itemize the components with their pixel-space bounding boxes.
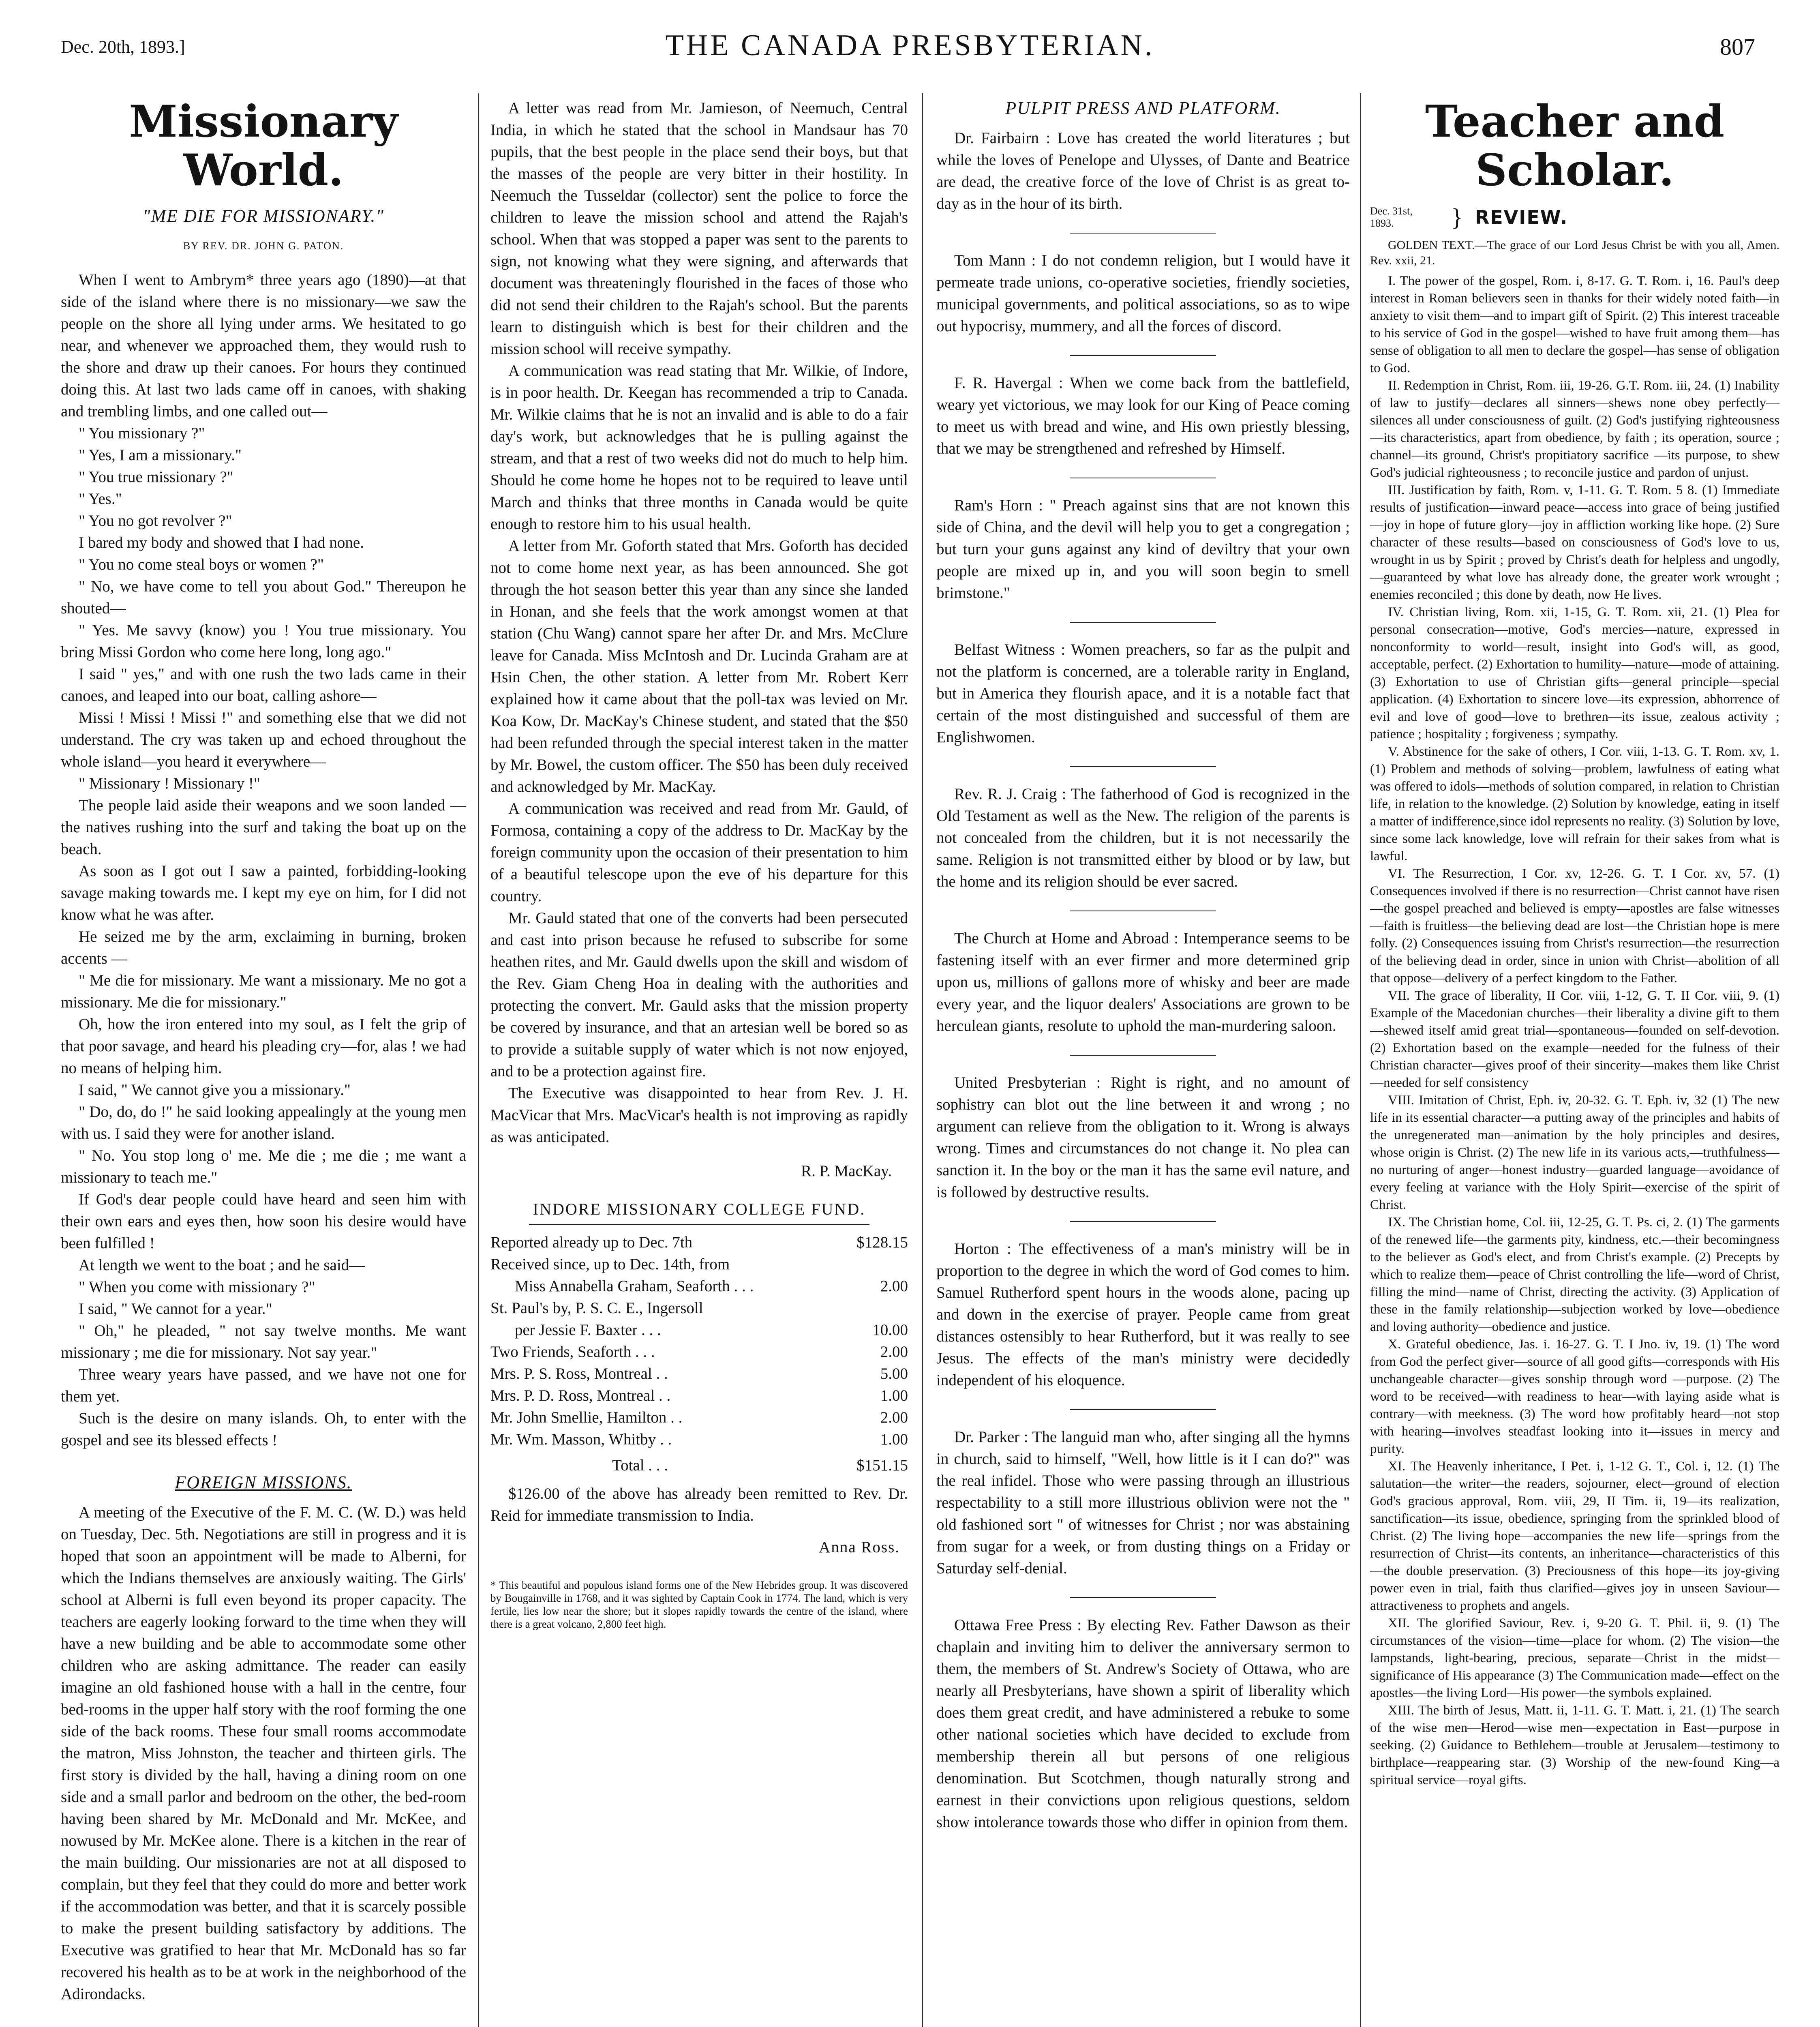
pulpit-quotes	[936, 127, 1350, 1833]
paragraph: Missi ! Missi ! Missi !" and something else that we did not understand. The cry was taken up and echoed throughout the whole island—you heard it everywhere—	[61, 709, 466, 770]
fund-row-label: Mrs. P. D. Ross, Montreal . .	[490, 1387, 671, 1404]
paragraph: " You no come steal boys or women ?"	[79, 556, 324, 573]
pulpit-quote: Dr. Fairbairn : Love has created the world literatures ; but while the loves of Penelope and Ulysses, of Dante and Beatrice are dead, the creative force of the love of Christ is as great to-day as in the hour of its birth.	[936, 129, 1350, 212]
paragraph: When I went to Ambrym* three years ago (1890)—at that side of the island where there is no missionary—we saw the people on the shore all lying under arms. We hesitated to go near, and whenever we approached them, they would rush to the shore and draw up their canoes. For hours they continued doing this. At last two lads came off in canoes, with shaking and trembling limbs, and one called out—	[61, 271, 466, 420]
paragraph: I said, " We cannot for a year."	[79, 1300, 272, 1318]
fund-row-label: St. Paul's by, P. S. C. E., Ingersoll	[490, 1299, 703, 1317]
review-item: VI. The Resurrection, I Cor. xv, 12-26. G. T. I Cor. xv, 57. (1) Consequences involved if there is no resurrection—Christ cannot have risen—the gospel preached and believed is empty—apostles are false witnesses—faith is fruitless—the believing dead are lost—the Christian hope is mere folly. (2) Consequences issuing from Christ's resurrection—the resurrection of the believing dead in order, since in union with Christ—abolition of all that oppose—delivery of a perfect kingdom to the Father.	[1370, 866, 1779, 986]
fund-total-row	[490, 1455, 908, 1476]
fund-row-amount: $128.15	[856, 1234, 908, 1251]
section-header-teacher: Teacher and Scholar.	[1425, 97, 1725, 196]
paragraph: At length we went to the boat ; and he said—	[79, 1256, 365, 1274]
footnote: * This beautiful and populous island forms one of the New Hebrides group. It was discovered by Bougainville in 1768, and it was sighted by Captain Cook in 1774. The land, which is very fertile, lies low near the shore; but it slopes rapidly towards the centre of the island, where there is a great volcano, 2,800 feet high.	[490, 1579, 908, 1630]
masthead	[0, 0, 1820, 69]
paragraph: " Yes, I am a missionary."	[79, 446, 242, 464]
paragraph: " Do, do, do !" he said looking appealingly at the young men with us. I said they were for another island.	[61, 1103, 466, 1142]
issue-date: Dec. 20th, 1893.]	[61, 37, 185, 57]
paragraph: " You no got revolver ?"	[79, 512, 232, 529]
fund-note: $126.00 of the above has already been remitted to Rev. Dr. Reid for immediate transmission to India.	[490, 1485, 908, 1524]
divider	[1070, 766, 1216, 767]
paragraph: " No, we have come to tell you about God." Thereupon he shouted—	[61, 578, 466, 617]
review-item: IX. The Christian home, Col. iii, 12-25, G. T. Ps. ci, 2. (1) The garments of the renewed life—the garments pity, kindness, etc.—their becomingness to the believer as God's elect, and from Christ's example. (2) Precepts by which to realize them—peace of Christ controlling the life—word of Christ, filling the mind—name of Christ, directing the activity. (3) Application of these in the family relationship—subjection worked by love—obedience and loving authority—obedience and justice.	[1370, 1215, 1779, 1334]
fund-row	[490, 1319, 908, 1341]
fund-row-amount: 2.00	[880, 1409, 908, 1426]
fund-row	[490, 1407, 908, 1429]
pulpit-quote: Ottawa Free Press : By electing Rev. Father Dawson as their chaplain and inviting him to deliver the anniversary sermon to them, the members of St. Andrew's Society of Ottawa, who are nearly all Presbyterians, have shown a spirit of liberality which does them great credit, and have administered a rebuke to some other national societies which have decided to exclude from membership therein all but persons of one religious denomination. But Scotchmen, though naturally strong and earnest in their convictions upon religious questions, seldom show intolerance towards those who differ in opinion from them.	[936, 1616, 1350, 1831]
paragraph: " You missionary ?"	[79, 424, 205, 442]
review-item: II. Redemption in Christ, Rom. iii, 19-26. G.T. Rom. iii, 24. (1) Inability of law to justify—declares all sinners—shews none obey perfectly—silences all under consciousness of guilt. (2) God's justifying righteousness—its characteristics, apart from obedience, by faith ; its operation, source ; channel—its ground, Christ's propitiatory sacrifice —its purpose, to shew God's judicial righteousness ; to reconcile justice and pardon of unjust.	[1370, 378, 1779, 480]
paragraph: Mr. Gauld stated that one of the converts had been persecuted and cast into prison because he refused to subscribe for some heathen rites, and Mr. Gauld dwells upon the skill and wisdom of the Rev. Giam Cheng Hoa in dealing with the authorities and protecting the convert. Mr. Gauld asks that the mission property be covered by insurance, and that an artesian well be bored so as to provide a suitable supply of water which is not now enjoyed, and to be a protection against fire.	[490, 909, 908, 1080]
divider	[1070, 622, 1216, 623]
fund-row-label: Mr. John Smellie, Hamilton . .	[490, 1409, 683, 1426]
fund-row-amount: 2.00	[880, 1277, 908, 1295]
paragraph: He seized me by the arm, exclaiming in burning, broken accents —	[61, 928, 466, 967]
review-item: XIII. The birth of Jesus, Matt. ii, 1-11. G. T. Matt. i, 21. (1) The search of the wise men—Herod—wise men—expectation in East—purpose in seeking. (2) Guidance to Bethlehem—trouble at Jerusalem—testimony to birthplace—reappearing star. (3) Worship of the new-found King—a spiritual service—royal gifts.	[1370, 1703, 1779, 1787]
review-item: X. Grateful obedience, Jas. i. 16-27. G. T. I Jno. iv, 19. (1) The word from God the perfect giver—source of all good gifts—corresponds with His unchangeable character—gives sonship through word —purpose. (2) The word to be received—with readiness to hear—with laying aside what is contrary—with meekness. (3) The word how profitably heard—not stop with hearing—involves steadfast looking into it—issues in mercy and purity.	[1370, 1337, 1779, 1456]
paragraph: As soon as I got out I saw a painted, forbidding-looking savage making towards me. I kept my eye on him, for I did not know what he was after.	[61, 862, 466, 924]
fund-row	[490, 1232, 908, 1253]
pulpit-quote: United Presbyterian : Right is right, and no amount of sophistry can blot out the line between it and wrong ; no argument can relieve from the obligation to it. Wrong is always wrong. Times and circumstances do not change it. No plea can sanction it. In the boy or the man it has the same evil nature, and is followed by destructive results.	[936, 1074, 1350, 1201]
signature: R. P. MacKay.	[801, 1162, 892, 1180]
golden-text: GOLDEN TEXT.—The grace of our Lord Jesus Christ be with you all, Amen. Rev. xxii, 21.	[1370, 238, 1779, 267]
paragraph: " No. You stop long o' me. Me die ; me die ; me want a missionary to teach me."	[61, 1147, 466, 1186]
fund-row	[490, 1429, 908, 1451]
column-4	[1370, 97, 1779, 2027]
fund-row-label: Two Friends, Seaforth . . .	[490, 1343, 655, 1361]
fund-row-amount: 5.00	[880, 1365, 908, 1382]
page-number: 807	[1720, 34, 1755, 60]
byline: BY REV. DR. JOHN G. PATON.	[183, 240, 344, 252]
fund-total-amount: $151.15	[856, 1457, 908, 1474]
review-heading	[1370, 205, 1779, 229]
fund-row-label: Mr. Wm. Masson, Whitby . .	[490, 1431, 672, 1448]
fund-row-amount: 1.00	[880, 1387, 908, 1404]
paragraph: " Missionary ! Missionary !"	[79, 775, 260, 792]
fund-row	[490, 1275, 908, 1297]
newspaper-title: THE CANADA PRESBYTERIAN.	[665, 29, 1155, 62]
paragraph: " When you come with missionary ?"	[79, 1278, 315, 1296]
pulpit-quote: Dr. Parker : The languid man who, after singing all the hymns in church, said to himself, "Well, how little is it I can do?" was the real infidel. Those who were passing through an illustrious respectability to a still more illustrious oblivion were not the " old fashioned sort " of witnesses for Christ ; nor was abstaining from sugar for a week, or from dusting things on a Friday or Saturday self-denial.	[936, 1428, 1350, 1577]
fund-row-label: Mrs. P. S. Ross, Montreal . .	[490, 1365, 668, 1382]
pulpit-quote: Horton : The effectiveness of a man's ministry will be in proportion to the degree in which the word of God comes to him. Samuel Rutherford spent hours in the woods alone, pacing up and down in the exercise of prayer. People came from great distances ostensibly to hear Rutherford, but it was really to see Jesus. The effects of the man's ministry were decidedly independent of his eloquence.	[936, 1240, 1350, 1389]
paragraph: " Yes."	[79, 490, 122, 508]
pulpit-quote: Rev. R. J. Craig : The fatherhood of God is recognized in the Old Testament as well as the New. The religion of the parents is not concealed from the children, but it is not necessarily the same. Religion is not transmitted either by blood or by law, but the home and its religion should be ever sacred.	[936, 785, 1350, 890]
fund-row-label: Received since, up to Dec. 14th, from	[490, 1256, 730, 1273]
fund-row	[490, 1297, 908, 1319]
divider	[1070, 1409, 1216, 1410]
fund-row-amount: 2.00	[880, 1343, 908, 1361]
paragraph: Oh, how the iron entered into my soul, as I felt the grip of that poor savage, and heard his pleading cry—for, alas ! we had no means of helping him.	[61, 1016, 466, 1077]
paragraph: " You true missionary ?"	[79, 468, 233, 486]
divider	[529, 1224, 869, 1225]
paragraph: I bared my body and showed that I had none.	[79, 534, 364, 551]
paragraph: A communication was received and read from Mr. Gauld, of Formosa, containing a copy of the address to Dr. MacKay by the foreign community upon the occasion of their presentation to him of a beautiful telescope upon the eve of his departure for this country.	[490, 800, 908, 905]
paragraph: The Executive was disappointed to hear from Rev. J. H. MacVicar that Mrs. MacVicar's health is not improving as rapidly as was anticipated.	[490, 1084, 908, 1146]
column-3	[936, 97, 1350, 2027]
review-item: XI. The Heavenly inheritance, I Pet. i, 1-12 G. T., Col. i, 12. (1) The salutation—the writer—the readers, sojourner, elect—ground of election God's gracious approval, Rom. viii, 29, II Tim. ii, 19—its realization, sanctification—its issue, obedience, springing from the sprinkled blood of Christ. (2) The living hope—accompanies the new life—springs from the resurrection of Christ—its contents, an inheritance—characteristics of this—the double preservation. (3) Preciousness of this hope—its joy-giving power even in trial, faith thus clarified—gives joy in unseen Saviour—attractiveness to prophets and angels.	[1370, 1459, 1779, 1613]
review-item: VIII. Imitation of Christ, Eph. iv, 20-32. G. T. Eph. iv, 32 (1) The new life in its essential character—a putting away of the principles and habits of the unregenerated man—animation by the holy principles and desires, whose origin is Christ. (2) The new life in its various acts,—truthfulness—no nurturing of anger—honest industry—guarded language—avoidance of every feeling at variance with the Holy Spirit—exercise of the spirit of Christ.	[1370, 1093, 1779, 1212]
column-2	[490, 97, 908, 2027]
lesson-date-line1: Dec. 31st,	[1370, 205, 1413, 217]
paragraph: " Oh," he pleaded, " not say twelve months. Me want missionary ; me die for missionary. Not say year."	[61, 1322, 466, 1361]
review-item: I. The power of the gospel, Rom. i, 8-17. G. T. Rom. i, 16. Paul's deep interest in Roman believers seen in thanks for their widely noted faith—in anxiety to visit them—and to impart gift of Spirit. (2) This interest traceable to his service of God in the gospel—wished to have fruit among them—has sense of obligation to all men to declare the gospel—has sense of obligation to God.	[1370, 274, 1779, 375]
fund-signature: Anna Ross.	[819, 1538, 900, 1556]
fund-table	[490, 1232, 908, 1451]
paragraph: I said, " We cannot give you a missionary."	[79, 1081, 351, 1099]
section-header-missionary: Missionary World.	[129, 97, 398, 196]
lesson-date	[1370, 205, 1439, 229]
fund-row-label: per Jessie F. Baxter . . .	[515, 1321, 661, 1339]
divider	[1070, 1221, 1216, 1222]
fund-row-label: Miss Annabella Graham, Seaforth . . .	[515, 1277, 754, 1295]
fund-row	[490, 1341, 908, 1363]
lesson-date-line2: 1893.	[1370, 217, 1394, 229]
divider	[1070, 1597, 1216, 1598]
review-item: III. Justification by faith, Rom. v, 1-11. G. T. Rom. 5 8. (1) Immediate results of justification—inward peace—access into grace of being justified—joy in hope of future glory—joy in affliction working like hope. (2) Sure character of these results—based on consciousness of God's love to us, wrought in us by Spirit ; proved by Christ's death for helpless and ungodly,—guaranteed by what love has already done, the greater work wrought ; enemies reconciled ; this done by death, now He lives.	[1370, 483, 1779, 602]
paragraph: A letter was read from Mr. Jamieson, of Neemuch, Central India, in which he stated that the school in Mandsaur has 70 pupils, that the best people in the place send their boys, but that the masses of the people are very bitter in their hostility. In Neemuch the Tusseldar (collector) sent the police to force the children to leave the mission school and attend the Rajah's school. When that was stopped a paper was sent to the parents to sign, not knowing what they were signing, and afterwards that document was threateningly flourished in the faces of those who did not send their children to the Rajah's school. But the parents learn to distinguish which is best for their children and the mission school will receive sympathy.	[490, 99, 908, 358]
fund-row	[490, 1385, 908, 1407]
column-rule	[478, 93, 479, 2027]
fund-row	[490, 1363, 908, 1385]
paragraph: " Yes. Me savvy (know) you ! You true missionary. You bring Missi Gordon who come here long, long ago."	[61, 621, 466, 661]
article-title: "ME DIE FOR MISSIONARY."	[143, 206, 384, 226]
paragraph: I said " yes," and with one rush the two lads came in their canoes, and leaped into our boat, calling ashore—	[61, 665, 466, 705]
review-item: IV. Christian living, Rom. xii, 1-15, G. T. Rom. xii, 21. (1) Plea for personal consecration—motive, God's mercies—nature, expressed in nonconformity to world—result, insight into God's will, as good, acceptable, perfect. (2) Exhortation to humility—nature—mode of attaining. (3) Exhortation to use of Christian gifts—general principle—special application. (4) Exhortation to sincere love—its expression, abhorrence of evil and love of good—love to brethren—its issue, zealous activity ; patience ; hospitality ; forgiveness ; sympathy.	[1370, 605, 1779, 741]
paragraph: A meeting of the Executive of the F. M. C. (W. D.) was held on Tuesday, Dec. 5th. Negotiations are still in progress and it is hoped that soon an appointment will be made to Alberni, for which the Indians themselves are anxiously waiting. The Girls' school at Alberni is full even beyond its proper capacity. The teachers are eagerly looking forward to the time when they will have a new building and be able to accommodate some other children who are asking admittance. The reader can easily imagine an old fashioned house with a hall in the centre, four bed-rooms in the upper half story with the roof forming the one side of the back rooms. These four small rooms accommodate the matron, Miss Johnston, the teacher and thirteen girls. The first story is divided by the hall, having a dining room on one side and a small parlor and bedroom on the other, the bed-room having been shared by Mr. McDonald and Mr. McKee, and nowused by Mr. McKee alone. There is a kitchen in the rear of the main building. Our missionaries are not at all disposed to complain, but they feel that they could do more and better work if the accommodation was better, and that it is scarcely possible to make the present building satisfactory by additions. The Executive was gratified to hear that Mr. McDonald has so far recovered his health as to be at work in the neighborhood of the Adirondacks.	[61, 1504, 466, 2003]
column-rule	[1360, 93, 1361, 2027]
pulpit-quote: Tom Mann : I do not condemn religion, but I would have it permeate trade unions, co-operative societies, friendly societies, municipal governments, and political associations, so as to wipe out hypocrisy, mummery, and all the forces of discord.	[936, 252, 1350, 335]
paragraph: " Me die for missionary. Me want a missionary. Me no got a missionary. Me die for missionary."	[61, 972, 466, 1011]
brace: }	[1451, 204, 1463, 231]
divider	[1070, 233, 1216, 234]
pulpit-quote: Ram's Horn : " Preach against sins that are not known this side of China, and the devil will help you to get a congregation ; but turn your guns against any kind of deviltry that your own people are mixed up in, and you will soon begin to smell brimstone."	[936, 497, 1350, 602]
column-rule	[922, 93, 923, 2027]
pulpit-quote: Belfast Witness : Women preachers, so far as the pulpit and not the platform is concerned, are a tolerable rarity in England, but in America they flourish apace, and it is a notable fact that certain of the most distinguished and successful of them are Englishwomen.	[936, 641, 1350, 746]
review-items	[1370, 272, 1779, 1789]
column-1	[61, 97, 466, 2027]
section-header-pulpit: PULPIT PRESS AND PLATFORM.	[1005, 98, 1281, 118]
fund-row	[490, 1253, 908, 1275]
foreign-missions-body	[61, 1502, 466, 2005]
foreign-missions-title: FOREIGN MISSIONS.	[175, 1472, 352, 1492]
paragraph: If God's dear people could have heard and seen him with their own ears and eyes then, how soon his desire would have been fulfilled !	[61, 1191, 466, 1252]
paragraph: A communication was read stating that Mr. Wilkie, of Indore, is in poor health. Dr. Keegan has recommended a trip to Canada. Mr. Wilkie claims that he is not an invalid and is able to do a fair day's work, but acknowledges that he is pulling against the stream, and that a rest of two weeks did not do much to help him. Should he come home he hopes not to be required to leave until March and thinks that three months in Canada would be quite enough to restore him to his usual health.	[490, 362, 908, 533]
fund-row-amount: 10.00	[872, 1321, 908, 1339]
paragraph: The people laid aside their weapons and we soon landed — the natives rushing into the surf and taking the boat up on the beach.	[61, 797, 466, 858]
fund-total-label: Total . . .	[612, 1457, 668, 1474]
divider	[1070, 355, 1216, 356]
review-item: VII. The grace of liberality, II Cor. viii, 1-12, G. T. II Cor. viii, 9. (1) Example of the Macedonian churches—their liberality a divine gift to them—shewed itself amid great trial—spontaneous—founded on self-devotion. (2) Exhortation based on the example—needed for the fulness of their Christian character—gives proof of their sincerity—makes them like Christ—needed for self consistency	[1370, 988, 1779, 1090]
fund-title: INDORE MISSIONARY COLLEGE FUND.	[533, 1200, 866, 1218]
review-item: V. Abstinence for the sake of others, I Cor. viii, 1-13. G. T. Rom. xv, 1. (1) Problem and methods of solving—problem, lawfulness of eating what was offered to idols—methods of solution compared, in relation to Christian life, in relation to the knowledge. (2) Solution by knowledge, eating in itself a matter of indifference,since idol represents no reality. (3) Solution by love, since some lack knowledge, love will refrain for their sakes from what is lawful.	[1370, 744, 1779, 864]
paragraph: Three weary years have passed, and we have not one for them yet.	[61, 1366, 466, 1405]
foreign-missions-continued	[490, 97, 908, 1148]
paragraph: Such is the desire on many islands. Oh, to enter with the gospel and see its blessed effects !	[61, 1410, 466, 1449]
review-title: REVIEW.	[1475, 206, 1568, 228]
fund-row-amount: 1.00	[880, 1431, 908, 1448]
article-body	[61, 269, 466, 1451]
paragraph: A letter from Mr. Goforth stated that Mrs. Goforth has decided not to come home next year, as has been announced. She got through the hot season better this year than any since she landed in Honan, and she feels that the work amongst women at that station (Chu Wang) cannot spare her after Dr. and Mrs. McClure leave for Canada. Miss McIntosh and Dr. Lucinda Graham are at Hsin Chen, the other station. A letter from Mr. Robert Kerr explained how it came about that the poll-tax was levied on Mr. Koa Kow, Dr. MacKay's Chinese student, and stated that the $50 had been refunded through the special interest taken in the matter by Mr. Bowel, the custom officer. The $50 has been duly received and acknowledged by Mr. MacKay.	[490, 537, 908, 795]
divider	[1070, 1055, 1216, 1056]
pulpit-quote: The Church at Home and Abroad : Intemperance seems to be fastening itself with an ever firmer and more determined grip upon us, millions of gallons more of whisky and beer are made every year, and the liquor dealers' Associations are grown to be herculean giants, resolute to uphold the man-murdering saloon.	[936, 930, 1350, 1035]
fund-row-label: Reported already up to Dec. 7th	[490, 1234, 693, 1251]
review-item: XII. The glorified Saviour, Rev. i, 9-20 G. T. Phil. ii, 9. (1) The circumstances of the vision—time—place for whom. (2) The vision—the lampstands, light-bearing, precious, separate—Christ in the midst—significance of His appearance (3) The Communication made—effect on the apostles—the living Lord—His power—the symbols explained.	[1370, 1616, 1779, 1700]
pulpit-quote: F. R. Havergal : When we come back from the battlefield, weary yet victorious, we may look for our King of Peace coming to meet us with bread and wine, and His own priestly blessing, that we may be strengthened and refreshed by Himself.	[936, 374, 1350, 457]
